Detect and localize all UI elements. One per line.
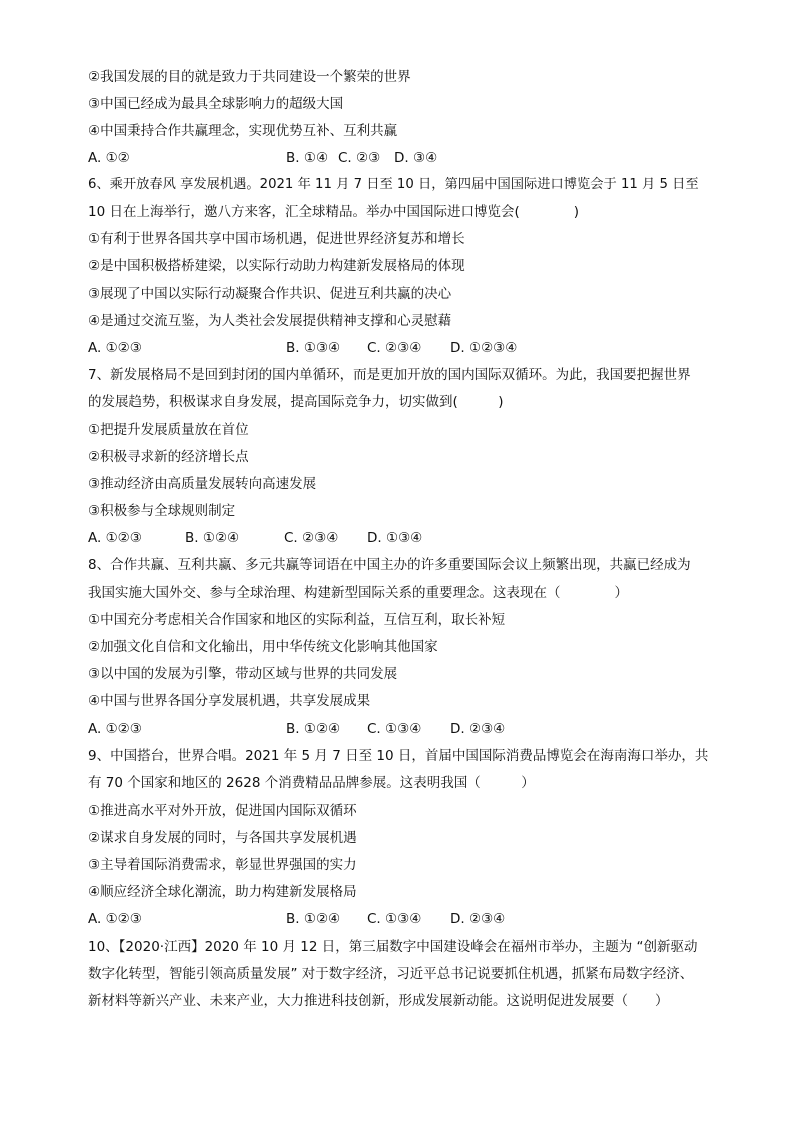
q8-item-4: ④中国与世界各国分享发展机遇，共享发展成果 bbox=[88, 693, 371, 709]
q6-stem-line-1: 6、乘开放春风 享发展机遇。2021 年 11 月 7 日至 10 日，第四届中国国际进口博览会于 11 月 5 日至 bbox=[88, 177, 699, 192]
q9-option-b: B. ①②④ bbox=[286, 911, 341, 927]
q7-item-2: ②积极寻求新的经济增长点 bbox=[88, 449, 249, 465]
q6-item-4: ④是通过交流互鉴，为人类社会发展提供精神支撑和心灵慰藉 bbox=[88, 313, 452, 329]
q9-option-a: A. ①②③ bbox=[88, 911, 142, 927]
q7-stem-line-2: 的发展趋势，积极谋求自身发展，提高国际竞争力，切实做到( ) bbox=[88, 394, 504, 410]
q5-option-c: C. ②③ bbox=[338, 150, 381, 166]
q9-item-4: ④顺应经济全球化潮流，助力构建新发展格局 bbox=[88, 884, 357, 900]
q5-option-d: D. ③④ bbox=[394, 150, 438, 166]
q8-stem-line-1: 8、合作共赢、互利共赢、多元共赢等词语在中国主办的许多重要国际会议上频繁出现，共赢已经成为 bbox=[88, 557, 691, 573]
q6-stem-line-2: 10 日在上海举行，邀八方来客，汇全球精品。举办中国国际进口博览会( ) bbox=[88, 204, 580, 220]
q8-option-a: A. ①②③ bbox=[88, 721, 142, 737]
q6-option-c: C. ②③④ bbox=[367, 340, 422, 356]
q7-stem-line-1: 7、新发展格局不是回到封闭的国内单循环，而是更加开放的国内国际双循环。为此，我国要把握世界 bbox=[88, 367, 691, 383]
q9-options bbox=[88, 910, 708, 928]
q7-item-1: ①把提升发展质量放在首位 bbox=[88, 422, 249, 438]
q9-item-3: ③主导着国际消费需求，彰显世界强国的实力 bbox=[88, 857, 357, 873]
q7-option-d: D. ①③④ bbox=[367, 530, 423, 546]
q7-item-3: ③推动经济由高质量发展转向高速发展 bbox=[88, 476, 317, 492]
q7-option-b: B. ①②④ bbox=[185, 530, 240, 546]
q5-item-3: ③中国已经成为最具全球影响力的超级大国 bbox=[88, 96, 344, 112]
q9-stem-line-1: 9、中国搭台，世界合唱。2021 年 5 月 7 日至 10 日，首届中国国际消费品博览会在海南海口举办，共 bbox=[88, 748, 709, 764]
q9-item-1: ①推进高水平对外开放，促进国内国际双循环 bbox=[88, 803, 357, 819]
q10-stem-line-3: 新材料等新兴产业、未来产业，大力推进科技创新，形成发展新动能。这说明促进发展要（ ） bbox=[88, 993, 669, 1009]
q5-options bbox=[88, 149, 708, 167]
q7-option-a: A. ①②③ bbox=[88, 530, 142, 546]
q8-item-2: ②加强文化自信和文化输出，用中华传统文化影响其他国家 bbox=[88, 639, 438, 655]
q7-option-c: C. ②③④ bbox=[284, 530, 339, 546]
q6-item-1: ①有利于世界各国共享中国市场机遇，促进世界经济复苏和增长 bbox=[88, 231, 465, 247]
q6-option-d: D. ①②③④ bbox=[450, 340, 518, 356]
q8-options bbox=[88, 720, 708, 738]
q6-option-b: B. ①③④ bbox=[286, 340, 341, 356]
q6-options bbox=[88, 339, 708, 357]
q10-stem-line-1: 10、【2020·江西】2020 年 10 月 12 日，第三届数字中国建设峰会在福州市举办，主题为 “创新驱动 bbox=[88, 939, 698, 955]
q6-item-3: ③展现了中国以实际行动凝聚合作共识、促进互利共赢的决心 bbox=[88, 286, 452, 302]
q9-item-2: ②谋求自身发展的同时，与各国共享发展机遇 bbox=[88, 830, 357, 846]
q8-stem-line-2: 我国实施大国外交、参与全球治理、构建新型国际关系的重要理念。这表现在（ ） bbox=[88, 585, 628, 601]
q8-option-b: B. ①②④ bbox=[286, 721, 341, 737]
q5-option-b: B. ①④ bbox=[286, 150, 329, 166]
q9-option-c: C. ①③④ bbox=[367, 911, 422, 927]
q5-option-a: A. ①② bbox=[88, 150, 130, 166]
q10-stem-line-2: 数字化转型，智能引领高质量发展” 对于数字经济，习近平总书记说要抓住机遇，抓紧布局数字经济、 bbox=[88, 966, 694, 982]
q6-option-a: A. ①②③ bbox=[88, 340, 142, 356]
q5-item-4: ④中国秉持合作共赢理念，实现优势互补、互利共赢 bbox=[88, 123, 398, 139]
q6-item-2: ②是中国积极搭桥建梁，以实际行动助力构建新发展格局的体现 bbox=[88, 258, 465, 274]
q5-item-2: ②我国发展的目的就是致力于共同建设一个繁荣的世界 bbox=[88, 69, 411, 85]
q9-option-d: D. ②③④ bbox=[450, 911, 506, 927]
q8-option-c: C. ①③④ bbox=[367, 721, 422, 737]
q8-option-d: D. ②③④ bbox=[450, 721, 506, 737]
q7-options bbox=[88, 529, 708, 547]
q8-item-3: ③以中国的发展为引擎，带动区域与世界的共同发展 bbox=[88, 666, 398, 682]
q9-stem-line-2: 有 70 个国家和地区的 2628 个消费精品品牌参展。这表明我国（ ） bbox=[88, 775, 535, 791]
q7-item-4: ③积极参与全球规则制定 bbox=[88, 503, 236, 519]
q8-item-1: ①中国充分考虑相关合作国家和地区的实际利益，互信互利，取长补短 bbox=[88, 612, 506, 628]
